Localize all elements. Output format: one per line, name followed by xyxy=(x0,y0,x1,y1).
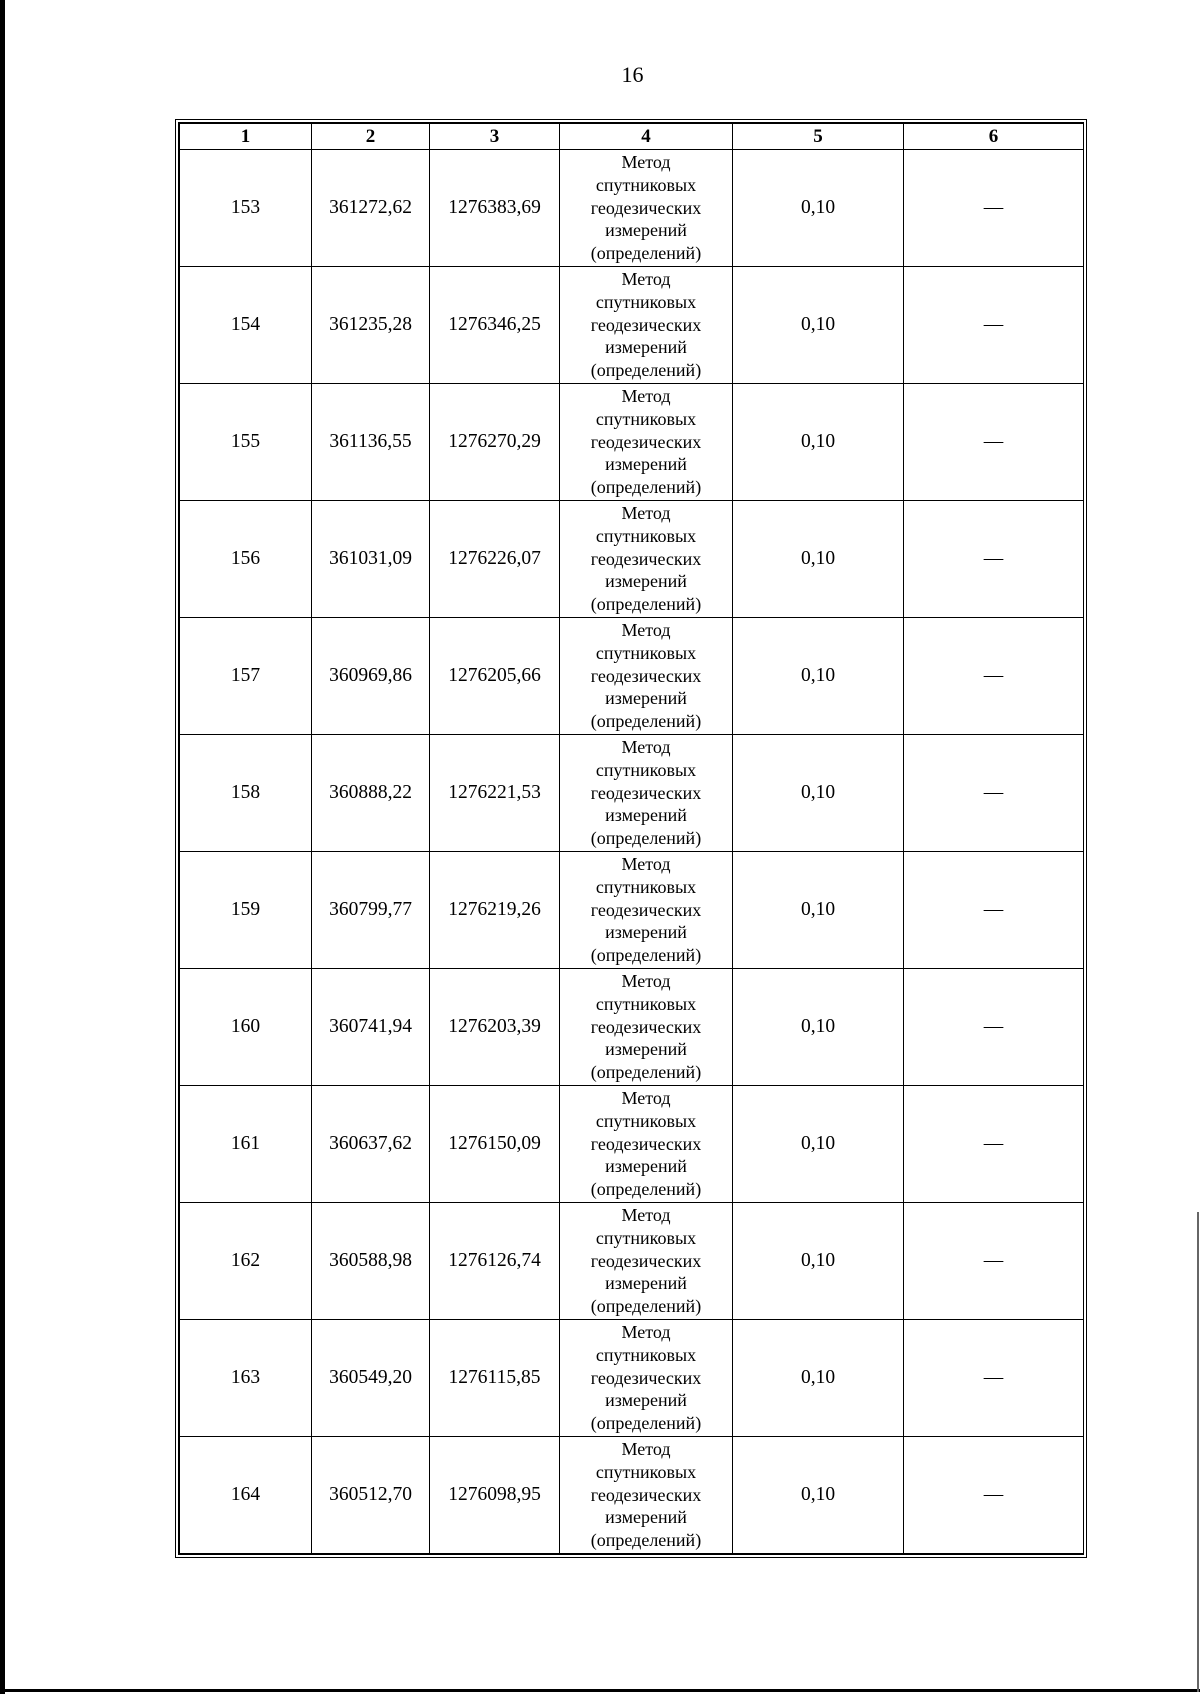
table-row xyxy=(180,1437,1084,1554)
note-cell: — xyxy=(904,618,1084,735)
y-coordinate-cell: 1276115,85 xyxy=(430,1320,560,1437)
method-line: спутниковых xyxy=(595,1110,697,1131)
table-row xyxy=(180,969,1084,1086)
method-line: измерений xyxy=(605,454,687,475)
table-row xyxy=(180,501,1084,618)
method-line: геодезических xyxy=(590,1016,702,1037)
point-number-cell: 154 xyxy=(180,267,312,384)
method-line: спутниковых xyxy=(595,174,697,195)
table-row xyxy=(180,1086,1084,1203)
y-coordinate-cell: 1276203,39 xyxy=(430,969,560,1086)
method-line: Метод xyxy=(621,503,671,523)
method-line: спутниковых xyxy=(595,1344,697,1365)
point-number-cell: 158 xyxy=(180,735,312,852)
scan-edge-left xyxy=(0,0,5,1694)
method-line: (определений) xyxy=(590,828,702,849)
accuracy-cell: 0,10 xyxy=(733,150,904,267)
x-coordinate-cell: 360969,86 xyxy=(312,618,430,735)
method-line: (определений) xyxy=(590,477,702,498)
accuracy-cell: 0,10 xyxy=(733,501,904,618)
note-cell: — xyxy=(904,384,1084,501)
y-coordinate-cell: 1276383,69 xyxy=(430,150,560,267)
method-line: Метод xyxy=(621,854,671,874)
y-coordinate-cell: 1276098,95 xyxy=(430,1437,560,1554)
note-cell: — xyxy=(904,501,1084,618)
method-line: геодезических xyxy=(590,1133,702,1154)
point-number-cell: 159 xyxy=(180,852,312,969)
table-body xyxy=(180,150,1084,1554)
method-line: измерений xyxy=(605,805,687,826)
column-header-1: 1 xyxy=(180,124,312,150)
y-coordinate-cell: 1276226,07 xyxy=(430,501,560,618)
table-row xyxy=(180,384,1084,501)
method-line: геодезических xyxy=(590,899,702,920)
point-number-cell: 164 xyxy=(180,1437,312,1554)
accuracy-cell: 0,10 xyxy=(733,969,904,1086)
method-line: Метод xyxy=(621,737,671,757)
accuracy-cell: 0,10 xyxy=(733,735,904,852)
method-line: Метод xyxy=(621,386,671,406)
table-row xyxy=(180,735,1084,852)
method-line: (определений) xyxy=(590,711,702,732)
table-row xyxy=(180,618,1084,735)
method-line: геодезических xyxy=(590,1484,702,1505)
method-cell xyxy=(560,384,733,501)
point-number-cell: 155 xyxy=(180,384,312,501)
note-cell: — xyxy=(904,1086,1084,1203)
method-line: геодезических xyxy=(590,782,702,803)
note-cell: — xyxy=(904,969,1084,1086)
method-line: спутниковых xyxy=(595,291,697,312)
table-row xyxy=(180,150,1084,267)
point-number-cell: 157 xyxy=(180,618,312,735)
method-line: измерений xyxy=(605,1156,687,1177)
scan-edge-bottom xyxy=(0,1689,1200,1692)
y-coordinate-cell: 1276221,53 xyxy=(430,735,560,852)
point-number-cell: 156 xyxy=(180,501,312,618)
method-line: спутниковых xyxy=(595,759,697,780)
note-cell: — xyxy=(904,267,1084,384)
method-line: спутниковых xyxy=(595,642,697,663)
table-row xyxy=(180,852,1084,969)
x-coordinate-cell: 361031,09 xyxy=(312,501,430,618)
method-cell xyxy=(560,1437,733,1554)
method-cell xyxy=(560,735,733,852)
accuracy-cell: 0,10 xyxy=(733,1203,904,1320)
page-number: 16 xyxy=(621,62,644,87)
method-line: (определений) xyxy=(590,243,702,264)
method-cell xyxy=(560,1203,733,1320)
method-line: геодезических xyxy=(590,197,702,218)
method-cell xyxy=(560,267,733,384)
point-number-cell: 153 xyxy=(180,150,312,267)
accuracy-cell: 0,10 xyxy=(733,384,904,501)
method-line: измерений xyxy=(605,1507,687,1528)
x-coordinate-cell: 361235,28 xyxy=(312,267,430,384)
column-header-4: 4 xyxy=(560,124,733,150)
x-coordinate-cell: 360741,94 xyxy=(312,969,430,1086)
method-line: Метод xyxy=(621,1439,671,1459)
coordinates-table xyxy=(179,123,1084,1554)
column-header-3: 3 xyxy=(430,124,560,150)
method-line: спутниковых xyxy=(595,876,697,897)
column-header-2: 2 xyxy=(312,124,430,150)
method-cell xyxy=(560,618,733,735)
method-line: спутниковых xyxy=(595,1227,697,1248)
method-cell xyxy=(560,150,733,267)
method-line: измерений xyxy=(605,688,687,709)
accuracy-cell: 0,10 xyxy=(733,852,904,969)
method-line: Метод xyxy=(621,269,671,289)
scan-edge-right xyxy=(1197,1212,1199,1692)
accuracy-cell: 0,10 xyxy=(733,1086,904,1203)
coordinates-table-frame xyxy=(175,119,1087,1558)
y-coordinate-cell: 1276205,66 xyxy=(430,618,560,735)
method-line: Метод xyxy=(621,971,671,991)
note-cell: — xyxy=(904,150,1084,267)
method-line: измерений xyxy=(605,1390,687,1411)
method-line: (определений) xyxy=(590,1062,702,1083)
method-line: геодезических xyxy=(590,1367,702,1388)
point-number-cell: 160 xyxy=(180,969,312,1086)
note-cell: — xyxy=(904,1437,1084,1554)
method-line: измерений xyxy=(605,220,687,241)
x-coordinate-cell: 360888,22 xyxy=(312,735,430,852)
method-line: (определений) xyxy=(590,1530,702,1551)
method-line: (определений) xyxy=(590,1413,702,1434)
method-line: геодезических xyxy=(590,548,702,569)
method-line: (определений) xyxy=(590,1179,702,1200)
method-line: Метод xyxy=(621,620,671,640)
point-number-cell: 163 xyxy=(180,1320,312,1437)
method-line: Метод xyxy=(621,1088,671,1108)
method-line: геодезических xyxy=(590,1250,702,1271)
method-line: (определений) xyxy=(590,1296,702,1317)
method-line: измерений xyxy=(605,1039,687,1060)
table-row xyxy=(180,1203,1084,1320)
note-cell: — xyxy=(904,852,1084,969)
method-line: Метод xyxy=(621,1322,671,1342)
accuracy-cell: 0,10 xyxy=(733,267,904,384)
point-number-cell: 161 xyxy=(180,1086,312,1203)
point-number-cell: 162 xyxy=(180,1203,312,1320)
y-coordinate-cell: 1276346,25 xyxy=(430,267,560,384)
x-coordinate-cell: 360512,70 xyxy=(312,1437,430,1554)
method-line: геодезических xyxy=(590,665,702,686)
x-coordinate-cell: 361272,62 xyxy=(312,150,430,267)
y-coordinate-cell: 1276126,74 xyxy=(430,1203,560,1320)
table-row xyxy=(180,267,1084,384)
note-cell: — xyxy=(904,1203,1084,1320)
method-line: измерений xyxy=(605,1273,687,1294)
method-cell xyxy=(560,969,733,1086)
x-coordinate-cell: 360637,62 xyxy=(312,1086,430,1203)
table-header-row xyxy=(180,124,1084,150)
y-coordinate-cell: 1276219,26 xyxy=(430,852,560,969)
method-line: геодезических xyxy=(590,314,702,335)
method-line: (определений) xyxy=(590,360,702,381)
column-header-6: 6 xyxy=(904,124,1084,150)
method-line: измерений xyxy=(605,922,687,943)
method-line: геодезических xyxy=(590,431,702,452)
method-line: Метод xyxy=(621,1205,671,1225)
accuracy-cell: 0,10 xyxy=(733,618,904,735)
method-cell xyxy=(560,852,733,969)
method-cell xyxy=(560,501,733,618)
method-line: (определений) xyxy=(590,945,702,966)
y-coordinate-cell: 1276150,09 xyxy=(430,1086,560,1203)
method-line: спутниковых xyxy=(595,408,697,429)
x-coordinate-cell: 360588,98 xyxy=(312,1203,430,1320)
method-line: Метод xyxy=(621,152,671,172)
method-line: спутниковых xyxy=(595,993,697,1014)
method-cell xyxy=(560,1320,733,1437)
accuracy-cell: 0,10 xyxy=(733,1437,904,1554)
y-coordinate-cell: 1276270,29 xyxy=(430,384,560,501)
method-cell xyxy=(560,1086,733,1203)
x-coordinate-cell: 361136,55 xyxy=(312,384,430,501)
note-cell: — xyxy=(904,1320,1084,1437)
method-line: (определений) xyxy=(590,594,702,615)
method-line: измерений xyxy=(605,571,687,592)
note-cell: — xyxy=(904,735,1084,852)
method-line: спутниковых xyxy=(595,525,697,546)
method-line: измерений xyxy=(605,337,687,358)
column-header-5: 5 xyxy=(733,124,904,150)
accuracy-cell: 0,10 xyxy=(733,1320,904,1437)
x-coordinate-cell: 360799,77 xyxy=(312,852,430,969)
table-row xyxy=(180,1320,1084,1437)
method-line: спутниковых xyxy=(595,1461,697,1482)
x-coordinate-cell: 360549,20 xyxy=(312,1320,430,1437)
